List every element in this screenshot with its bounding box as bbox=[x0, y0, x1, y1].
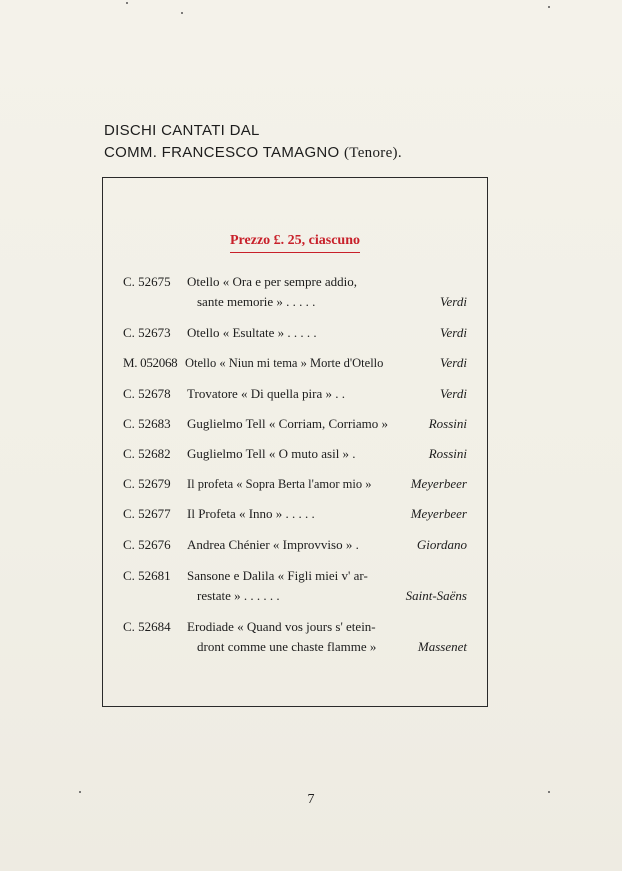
record-number: C. 52683 bbox=[123, 416, 171, 431]
record-composer: Rossini bbox=[428, 446, 467, 461]
record-entry bbox=[123, 384, 467, 404]
record-entry bbox=[123, 272, 467, 312]
record-number: M. 052068 bbox=[123, 355, 178, 370]
record-entry bbox=[123, 414, 467, 434]
record-number: C. 52679 bbox=[123, 476, 171, 491]
record-entry bbox=[123, 504, 467, 524]
record-composer: Verdi bbox=[440, 294, 467, 309]
record-composer: Meyerbeer bbox=[410, 506, 467, 521]
record-title: Otello « Ora e per sempre addio, bbox=[187, 274, 358, 289]
record-title: Guglielmo Tell « Corriam, Corriamo » bbox=[187, 416, 389, 431]
record-number: C. 52677 bbox=[123, 506, 171, 521]
record-title: Il profeta « Sopra Berta l'amor mio » bbox=[187, 477, 372, 491]
record-title: Guglielmo Tell « O muto asil » . bbox=[187, 446, 356, 461]
record-entry bbox=[123, 535, 467, 555]
paper-speck bbox=[181, 12, 183, 14]
header-line-2 bbox=[104, 142, 402, 164]
record-composer: Saint-Saëns bbox=[405, 588, 467, 603]
record-list-box bbox=[102, 177, 488, 707]
record-entry bbox=[123, 566, 467, 606]
record-title-continued: dront comme une chaste flamme » bbox=[197, 639, 377, 654]
record-title: Otello « Esultate » . . . . . bbox=[187, 325, 317, 340]
price-heading bbox=[103, 229, 487, 253]
record-number: C. 52681 bbox=[123, 568, 171, 583]
page-header bbox=[104, 120, 402, 164]
record-title: Otello « Niun mi tema » Morte d'Otello bbox=[185, 356, 384, 370]
record-composer: Meyerbeer bbox=[410, 476, 467, 491]
record-number: C. 52676 bbox=[123, 537, 171, 552]
paper-speck bbox=[79, 791, 81, 793]
record-entry bbox=[123, 323, 467, 343]
record-composer: Verdi bbox=[440, 386, 467, 401]
record-composer: Giordano bbox=[416, 537, 467, 552]
record-composer: Verdi bbox=[440, 325, 467, 340]
price-label: Prezzo £. 25, ciascuno bbox=[230, 233, 360, 253]
record-title: Erodiade « Quand vos jours s' etein- bbox=[187, 619, 376, 634]
record-entry bbox=[123, 474, 467, 494]
record-number: C. 52675 bbox=[123, 274, 171, 289]
record-number: C. 52673 bbox=[123, 325, 171, 340]
header-line-1: DISCHI CANTATI DAL bbox=[104, 122, 260, 139]
record-title-continued: sante memorie » . . . . . bbox=[197, 294, 316, 309]
paper-speck bbox=[548, 791, 550, 793]
paper-speck bbox=[126, 2, 128, 4]
record-entry bbox=[123, 617, 467, 657]
voice-type: (Tenore). bbox=[344, 145, 402, 161]
record-composer: Massenet bbox=[417, 639, 467, 654]
record-title: Sansone e Dalila « Figli miei v' ar- bbox=[187, 568, 368, 583]
singer-name: COMM. FRANCESCO TAMAGNO bbox=[104, 144, 340, 161]
record-number: C. 52682 bbox=[123, 446, 171, 461]
record-composer: Verdi bbox=[440, 355, 467, 370]
page-number: 7 bbox=[307, 792, 315, 807]
record-title-continued: restate » . . . . . . bbox=[197, 588, 280, 603]
record-composer: Rossini bbox=[428, 416, 467, 431]
record-number: C. 52678 bbox=[123, 386, 171, 401]
paper-speck bbox=[548, 6, 550, 8]
record-entry bbox=[123, 353, 467, 373]
record-title: Andrea Chénier « Improvviso » . bbox=[187, 537, 359, 552]
record-number: C. 52684 bbox=[123, 619, 171, 634]
record-entry bbox=[123, 444, 467, 464]
record-title: Il Profeta « Inno » . . . . . bbox=[187, 506, 315, 521]
record-title: Trovatore « Di quella pira » . . bbox=[187, 386, 346, 401]
